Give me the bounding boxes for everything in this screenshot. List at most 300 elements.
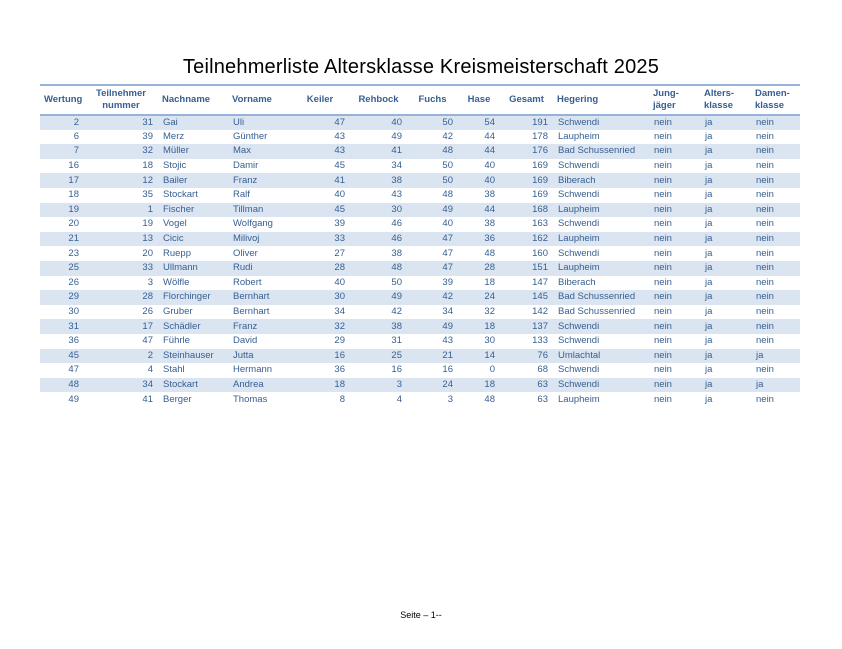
cell-nachname: Vogel [163,218,187,230]
column-header-wertung: Wertung [40,85,84,115]
column-header-jungjaeger: Jung- jäger [649,85,700,115]
cell-damenklasse: nein [751,319,800,334]
cell-hegering: Schwendi [558,189,600,201]
cell-hase: 48 [484,393,495,405]
cell-jungjaeger: nein [654,130,672,142]
cell-jungjaeger: nein [649,290,700,305]
cell-damenklasse: nein [751,232,800,247]
cell-gesamt: 169 [532,189,548,201]
cell-gesamt: 137 [500,319,553,334]
cell-gesamt: 142 [532,306,548,318]
cell-keiler: 33 [290,232,350,247]
cell-keiler: 34 [334,306,345,318]
cell-gesamt: 76 [500,349,553,364]
cell-jungjaeger: nein [654,218,672,230]
cell-wertung: 7 [40,144,84,159]
cell-fuchs: 50 [407,173,458,188]
cell-jungjaeger: nein [649,115,700,130]
cell-teilnehmernummer: 35 [142,189,153,201]
cell-altersklasse: ja [700,203,751,218]
cell-damenklasse: nein [756,218,774,230]
cell-damenklasse: ja [751,349,800,364]
cell-wertung: 47 [68,364,79,376]
cell-keiler: 45 [290,203,350,218]
cell-fuchs: 40 [442,218,453,230]
cell-hase: 44 [484,130,495,142]
cell-keiler: 27 [334,247,345,259]
cell-altersklasse: ja [700,232,751,247]
cell-gesamt: 162 [500,232,553,247]
cell-hase: 0 [489,364,495,376]
cell-jungjaeger: nein [654,247,672,259]
cell-altersklasse: ja [705,189,713,201]
cell-fuchs: 47 [407,261,458,276]
table-row [40,290,800,305]
cell-teilnehmernummer: 31 [84,115,158,130]
cell-nachname: Gai [158,115,228,130]
cell-hegering: Schwendi [558,335,600,347]
column-header-hase: Hase [458,85,500,115]
cell-teilnehmernummer: 34 [84,378,158,393]
cell-altersklasse: ja [700,144,751,159]
cell-keiler: 36 [334,364,345,376]
cell-hegering: Laupheim [558,393,600,405]
cell-damenklasse: nein [751,203,800,218]
cell-wertung: 48 [40,378,84,393]
cell-nachname: Stockart [158,378,228,393]
cell-teilnehmernummer: 47 [142,335,153,347]
cell-gesamt: 169 [532,160,548,172]
cell-altersklasse: ja [700,173,751,188]
cell-hase: 30 [484,335,495,347]
cell-fuchs: 42 [407,290,458,305]
table-row [40,378,800,393]
cell-vorname: Franz [228,319,290,334]
cell-nachname: Gruber [163,306,193,318]
cell-nachname: Fischer [158,203,228,218]
cell-vorname: Bernhart [228,290,290,305]
cell-vorname: Franz [228,173,290,188]
cell-vorname: Max [228,144,290,159]
table-row [40,144,800,159]
table-row [40,349,800,364]
table-row [40,159,800,174]
table-row [40,261,800,276]
column-header-nachname: Nachname [158,85,228,115]
cell-vorname: Jutta [228,349,290,364]
cell-keiler: 30 [290,290,350,305]
cell-teilnehmernummer: 19 [142,218,153,230]
cell-fuchs: 48 [442,189,453,201]
cell-jungjaeger: nein [649,261,700,276]
cell-hegering: Schwendi [558,218,600,230]
table-row [40,232,800,247]
cell-keiler: 28 [290,261,350,276]
cell-nachname: Florchinger [158,290,228,305]
cell-vorname: Bernhart [233,306,270,318]
cell-hase: 40 [484,160,495,172]
cell-keiler: 43 [334,130,345,142]
table-row [40,203,800,218]
cell-teilnehmernummer: 33 [84,261,158,276]
column-header-rehbock: Rehbock [350,85,407,115]
cell-hegering: Laupheim [558,130,600,142]
cell-rehbock: 49 [350,290,407,305]
page-footer: Seite – 1-- [400,610,442,620]
table-row [40,305,800,320]
cell-hase: 24 [458,290,500,305]
cell-fuchs: 42 [442,130,453,142]
cell-keiler: 16 [290,349,350,364]
cell-altersklasse: ja [700,261,751,276]
cell-altersklasse: ja [705,130,713,142]
cell-fuchs: 48 [407,144,458,159]
table-row [40,319,800,334]
cell-vorname: Oliver [233,247,258,259]
cell-rehbock: 25 [350,349,407,364]
cell-wertung: 21 [40,232,84,247]
cell-gesamt: 151 [500,261,553,276]
cell-gesamt: 169 [500,173,553,188]
cell-nachname: Steinhauser [158,349,228,364]
cell-keiler: 29 [334,335,345,347]
cell-hase: 54 [458,115,500,130]
cell-gesamt: 63 [500,378,553,393]
cell-hegering: Schwendi [558,160,600,172]
cell-jungjaeger: nein [649,144,700,159]
cell-hase: 38 [484,218,495,230]
cell-jungjaeger: nein [654,306,672,318]
table-row [40,173,800,188]
cell-gesamt: 163 [532,218,548,230]
cell-hegering: Biberach [558,276,596,288]
cell-altersklasse: ja [705,306,713,318]
cell-rehbock: 34 [391,160,402,172]
cell-rehbock: 30 [350,203,407,218]
cell-hase: 48 [484,247,495,259]
cell-wertung: 2 [40,115,84,130]
cell-teilnehmernummer: 2 [84,349,158,364]
page-title: Teilnehmerliste Altersklasse Kreismeisterschaft 2025 [182,56,660,78]
cell-fuchs: 34 [442,306,453,318]
column-header-gesamt: Gesamt [500,85,553,115]
cell-damenklasse: nein [751,290,800,305]
column-header-damenklasse: Damen- klasse [751,85,800,115]
cell-hegering: Schwendi [558,364,600,376]
cell-wertung: 45 [40,349,84,364]
cell-keiler: 8 [339,393,345,405]
cell-fuchs: 16 [442,364,453,376]
cell-altersklasse: ja [700,378,751,393]
cell-gesamt: 63 [537,393,548,405]
cell-wertung: 26 [68,276,79,288]
cell-vorname: Milivoj [228,232,290,247]
cell-vorname: Hermann [233,364,273,376]
cell-hegering: Umlachtal [553,349,649,364]
cell-altersklasse: ja [705,218,713,230]
cell-hegering: Bad Schussenried [553,290,649,305]
table-row [40,246,800,261]
cell-nachname: Bailer [158,173,228,188]
cell-nachname: Stojic [163,160,187,172]
cell-rehbock: 4 [396,393,402,405]
cell-vorname: Tillman [228,203,290,218]
cell-jungjaeger: nein [649,203,700,218]
cell-damenklasse: nein [751,173,800,188]
cell-teilnehmernummer: 13 [84,232,158,247]
cell-hegering: Schwendi [558,247,600,259]
cell-hase: 18 [484,276,495,288]
cell-hase: 40 [458,173,500,188]
cell-wertung: 36 [68,335,79,347]
table-header-row [40,85,800,115]
cell-jungjaeger: nein [654,364,672,376]
cell-jungjaeger: nein [654,160,672,172]
cell-fuchs: 21 [407,349,458,364]
cell-damenklasse: nein [751,115,800,130]
cell-fuchs: 49 [407,319,458,334]
cell-damenklasse: nein [756,130,774,142]
cell-jungjaeger: nein [654,335,672,347]
cell-teilnehmernummer: 28 [84,290,158,305]
table-header [40,85,800,115]
cell-gesamt: 68 [537,364,548,376]
cell-damenklasse: nein [756,247,774,259]
cell-wertung: 18 [68,189,79,201]
cell-wertung: 23 [68,247,79,259]
cell-hegering: Schwendi [553,319,649,334]
cell-keiler: 39 [334,218,345,230]
cell-wertung: 25 [40,261,84,276]
cell-rehbock: 43 [391,189,402,201]
table-row [40,115,800,130]
table-row [40,188,800,203]
cell-wertung: 30 [68,306,79,318]
column-header-fuchs: Fuchs [407,85,458,115]
cell-altersklasse: ja [705,160,713,172]
cell-damenklasse: nein [751,261,800,276]
cell-gesamt: 145 [500,290,553,305]
cell-teilnehmernummer: 26 [142,306,153,318]
cell-wertung: 17 [40,173,84,188]
cell-jungjaeger: nein [649,378,700,393]
cell-teilnehmernummer: 18 [142,160,153,172]
column-header-teilnehmernummer: Teilnehmer nummer [84,85,158,115]
cell-hase: 14 [458,349,500,364]
cell-teilnehmernummer: 3 [147,276,153,288]
cell-hase: 32 [484,306,495,318]
cell-wertung: 31 [40,319,84,334]
column-header-vorname: Vorname [228,85,290,115]
cell-hase: 36 [458,232,500,247]
column-header-keiler: Keiler [290,85,350,115]
cell-teilnehmernummer: 1 [84,203,158,218]
cell-altersklasse: ja [700,290,751,305]
cell-wertung: 20 [68,218,79,230]
table-row [40,334,800,349]
cell-hegering: Schwendi [553,378,649,393]
cell-jungjaeger: nein [649,173,700,188]
cell-damenklasse: nein [756,335,774,347]
cell-vorname: Thomas [233,393,268,405]
cell-jungjaeger: nein [654,393,672,405]
cell-teilnehmernummer: 4 [147,364,153,376]
cell-wertung: 6 [73,130,79,142]
cell-jungjaeger: nein [654,189,672,201]
cell-keiler: 43 [290,144,350,159]
cell-nachname: Merz [163,130,185,142]
table-row [40,130,800,145]
cell-damenklasse: nein [756,160,774,172]
document-page [0,54,842,620]
cell-gesamt: 147 [532,276,548,288]
cell-rehbock: 40 [350,115,407,130]
cell-fuchs: 39 [442,276,453,288]
table-row [40,276,800,291]
cell-damenklasse: nein [756,276,774,288]
cell-hegering: Bad Schussenried [558,306,636,318]
cell-keiler: 40 [334,276,345,288]
column-header-hegering: Hegering [553,85,649,115]
cell-jungjaeger: nein [649,232,700,247]
cell-rehbock: 16 [391,364,402,376]
cell-jungjaeger: nein [649,319,700,334]
cell-hase: 44 [458,203,500,218]
cell-hegering: Biberach [553,173,649,188]
cell-hase: 18 [458,319,500,334]
cell-keiler: 40 [334,189,345,201]
cell-nachname: Müller [158,144,228,159]
cell-teilnehmernummer: 39 [142,130,153,142]
cell-altersklasse: ja [705,276,713,288]
cell-gesamt: 176 [500,144,553,159]
cell-keiler: 32 [290,319,350,334]
cell-teilnehmernummer: 41 [142,393,153,405]
cell-gesamt: 160 [532,247,548,259]
cell-hase: 38 [484,189,495,201]
cell-fuchs: 50 [407,115,458,130]
cell-vorname: Ralf [233,189,250,201]
cell-gesamt: 178 [532,130,548,142]
cell-rehbock: 31 [391,335,402,347]
cell-damenklasse: ja [751,378,800,393]
cell-damenklasse: nein [751,144,800,159]
cell-vorname: Robert [233,276,262,288]
cell-rehbock: 49 [391,130,402,142]
cell-damenklasse: nein [756,393,774,405]
cell-rehbock: 48 [350,261,407,276]
cell-wertung: 29 [40,290,84,305]
cell-rehbock: 41 [350,144,407,159]
cell-rehbock: 50 [391,276,402,288]
cell-damenklasse: nein [756,189,774,201]
cell-rehbock: 38 [350,319,407,334]
table-row [40,363,800,378]
cell-hegering: Schwendi [553,115,649,130]
cell-rehbock: 38 [350,173,407,188]
cell-vorname: Uli [228,115,290,130]
participants-table [40,84,800,407]
table-row [40,392,800,407]
cell-vorname: Damir [233,160,259,172]
cell-vorname: Rudi [228,261,290,276]
column-header-altersklasse: Alters- klasse [700,85,751,115]
cell-vorname: Wolfgang [233,218,273,230]
cell-hase: 18 [458,378,500,393]
cell-altersklasse: ja [700,319,751,334]
cell-nachname: Cicic [158,232,228,247]
cell-rehbock: 42 [391,306,402,318]
cell-fuchs: 47 [407,232,458,247]
table-body [40,115,800,407]
cell-altersklasse: ja [705,364,713,376]
cell-fuchs: 50 [442,160,453,172]
cell-hegering: Laupheim [553,203,649,218]
cell-altersklasse: ja [705,393,713,405]
cell-vorname: Günther [233,130,268,142]
cell-keiler: 41 [290,173,350,188]
cell-fuchs: 24 [407,378,458,393]
cell-gesamt: 168 [500,203,553,218]
cell-hegering: Bad Schussenried [553,144,649,159]
cell-wertung: 49 [68,393,79,405]
cell-keiler: 18 [290,378,350,393]
cell-teilnehmernummer: 32 [84,144,158,159]
cell-nachname: Stockart [163,189,198,201]
cell-teilnehmernummer: 17 [84,319,158,334]
cell-damenklasse: nein [756,306,774,318]
cell-rehbock: 46 [391,218,402,230]
cell-fuchs: 43 [442,335,453,347]
cell-nachname: Stahl [163,364,185,376]
cell-fuchs: 47 [442,247,453,259]
cell-teilnehmernummer: 12 [84,173,158,188]
cell-keiler: 45 [334,160,345,172]
cell-rehbock: 3 [350,378,407,393]
cell-altersklasse: ja [700,349,751,364]
cell-hase: 28 [458,261,500,276]
cell-rehbock: 38 [391,247,402,259]
cell-vorname: David [233,335,258,347]
cell-altersklasse: ja [705,247,713,259]
cell-hase: 44 [458,144,500,159]
cell-gesamt: 133 [532,335,548,347]
cell-teilnehmernummer: 20 [142,247,153,259]
cell-nachname: Führle [163,335,190,347]
table-row [40,217,800,232]
cell-fuchs: 49 [407,203,458,218]
cell-fuchs: 3 [447,393,453,405]
cell-jungjaeger: nein [654,276,672,288]
cell-hegering: Laupheim [553,261,649,276]
cell-damenklasse: nein [756,364,774,376]
cell-wertung: 16 [68,160,79,172]
cell-nachname: Schädler [158,319,228,334]
cell-gesamt: 191 [500,115,553,130]
cell-rehbock: 46 [350,232,407,247]
cell-hegering: Laupheim [553,232,649,247]
cell-nachname: Ruepp [163,247,191,259]
cell-keiler: 47 [290,115,350,130]
cell-vorname: Andrea [228,378,290,393]
cell-nachname: Ullmann [158,261,228,276]
cell-nachname: Wölfle [163,276,190,288]
cell-nachname: Berger [163,393,192,405]
cell-altersklasse: ja [705,335,713,347]
cell-jungjaeger: nein [649,349,700,364]
cell-altersklasse: ja [700,115,751,130]
cell-wertung: 19 [40,203,84,218]
